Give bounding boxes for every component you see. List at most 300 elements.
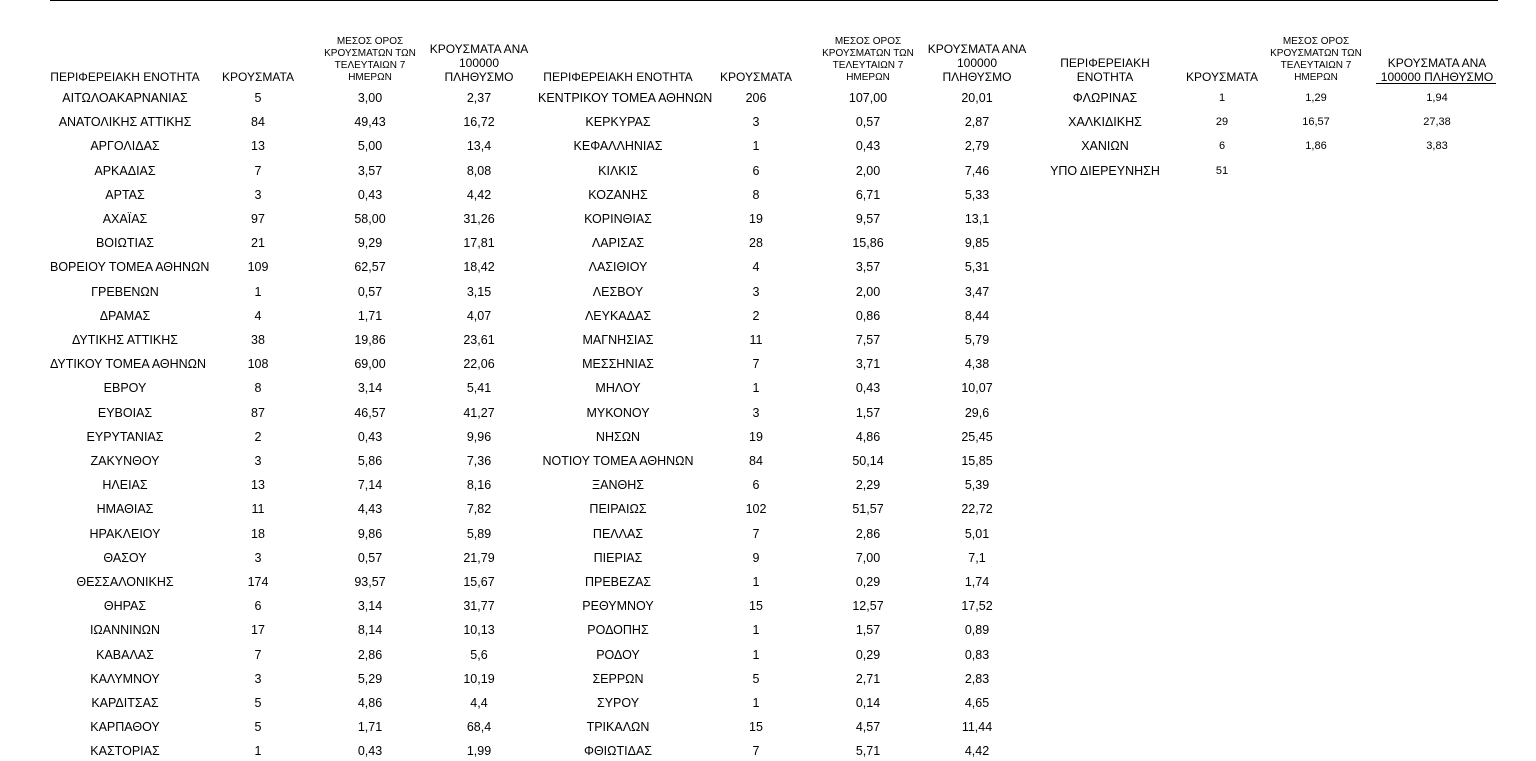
table-row (538, 451, 1038, 471)
per100k: 8,16 (466, 478, 492, 493)
cases: 6 (752, 163, 760, 178)
header-per100k: ΚΡΟΥΣΜΑΤΑ ΑΝΑ 100000 ΠΛΗΘΥΣΜΟ (927, 42, 1027, 84)
per100k: 9,85 (964, 236, 990, 251)
table-row (50, 548, 550, 568)
region-name: ΒΟΙΩΤΙΑΣ (95, 236, 155, 251)
cases: 9 (752, 550, 760, 565)
region-name: ΔΡΑΜΑΣ (99, 308, 151, 323)
cases: 3 (254, 454, 262, 468)
avg7: 2,29 (855, 478, 881, 493)
per100k: 1,99 (466, 744, 492, 759)
per100k: 5,31 (964, 260, 990, 275)
avg7: 3,57 (357, 163, 383, 178)
cases: 3 (254, 550, 262, 565)
table-row (538, 572, 1038, 592)
table-row (50, 524, 550, 544)
avg7: 2,86 (357, 647, 383, 662)
avg7: 19,86 (354, 333, 386, 347)
cases: 84 (251, 115, 265, 130)
avg7: 62,57 (354, 260, 386, 275)
region-name: ΘΗΡΑΣ (103, 599, 147, 614)
avg7: 0,43 (357, 187, 383, 202)
table-row (538, 330, 1038, 350)
header-region: ΠΕΡΙΦΕΡΕΙΑΚΗ ΕΝΟΤΗΤΑ (50, 70, 200, 84)
table-row (1040, 112, 1536, 132)
cases: 21 (251, 236, 265, 251)
header-region: ΠΕΡΙΦΕΡΕΙΑΚΗ ΕΝΟΤΗΤΑ (543, 70, 693, 84)
per100k: 17,81 (463, 236, 495, 251)
cases: 15 (749, 720, 763, 735)
region-name: ΛΑΡΙΣΑΣ (591, 236, 645, 251)
avg7: 1,86 (1305, 140, 1327, 153)
per100k: 13,1 (964, 212, 990, 226)
table-row (538, 209, 1038, 229)
cases: 19 (749, 212, 763, 226)
per100k: 3,47 (964, 284, 990, 299)
cases: 5 (254, 91, 262, 105)
cases: 7 (752, 744, 760, 759)
per100k: 22,72 (961, 502, 993, 517)
region-name: ΗΜΑΘΙΑΣ (96, 502, 154, 517)
region-name: ΥΠΟ ΔΙΕΡΕΥΝΗΣΗ (1050, 163, 1160, 178)
avg7: 5,00 (357, 139, 383, 154)
cases: 1 (752, 647, 760, 662)
per100k: 27,38 (1423, 116, 1451, 129)
avg7: 3,14 (357, 599, 383, 614)
avg7: 0,43 (855, 381, 881, 396)
table-row (538, 693, 1038, 713)
avg7: 7,57 (855, 333, 881, 347)
cases: 1 (1218, 92, 1226, 104)
header-cases: ΚΡΟΥΣΜΑΤΑ (720, 70, 792, 84)
per100k: 10,19 (463, 671, 495, 686)
table-row (1040, 88, 1536, 108)
cases: 1 (752, 623, 760, 638)
avg7: 16,57 (1302, 116, 1330, 129)
per100k: 31,77 (463, 599, 495, 614)
avg7: 7,14 (357, 478, 383, 493)
table-row (538, 717, 1038, 737)
per100k: 10,13 (463, 623, 495, 638)
per100k: 7,46 (964, 163, 990, 178)
table-row (50, 741, 550, 761)
region-name: ΔΥΤΙΚΟΥ ΤΟΜΕΑ ΑΘΗΝΩΝ (50, 357, 207, 372)
table-row (50, 161, 550, 181)
cases: 29 (1215, 116, 1229, 129)
per100k: 41,27 (463, 405, 495, 420)
region-name: ΝΗΣΩΝ (595, 429, 641, 444)
per100k: 22,06 (463, 357, 495, 372)
region-name: ΝΟΤΙΟΥ ΤΟΜΕΑ ΑΘΗΝΩΝ (542, 454, 694, 468)
cases: 4 (254, 308, 262, 323)
table-row (538, 548, 1038, 568)
cases: 5 (254, 696, 262, 710)
region-name: ΗΛΕΙΑΣ (102, 478, 148, 493)
region-name: ΠΕΛΛΑΣ (592, 526, 644, 541)
per100k: 3,15 (466, 284, 492, 299)
table-row (538, 257, 1038, 277)
table-row (538, 112, 1038, 132)
per100k: 4,38 (964, 357, 990, 372)
region-name: ΣΥΡΟΥ (596, 696, 640, 710)
avg7: 0,29 (855, 575, 881, 589)
avg7: 15,86 (852, 236, 884, 251)
region-name: ΧΑΝΙΩΝ (1081, 139, 1129, 154)
per100k: 21,79 (463, 550, 495, 565)
avg7: 3,00 (357, 91, 383, 105)
table-row (538, 185, 1038, 205)
cases: 11 (251, 502, 265, 517)
avg7: 2,00 (855, 163, 881, 178)
region-name: ΑΧΑΪΑΣ (102, 212, 148, 226)
cases: 13 (251, 139, 265, 154)
per100k: 8,44 (964, 308, 990, 323)
avg7: 1,71 (357, 720, 383, 735)
region-name: ΓΡΕΒΕΝΩΝ (91, 284, 159, 299)
table-row (50, 88, 550, 108)
top-rule (50, 0, 1498, 1)
cases: 5 (254, 720, 262, 735)
per100k: 11,44 (961, 720, 993, 735)
per100k: 5,01 (964, 526, 990, 541)
region-name: ΚΟΡΙΝΘΙΑΣ (584, 212, 652, 226)
region-name: ΣΕΡΡΩΝ (592, 671, 644, 686)
cases: 7 (254, 647, 262, 662)
per100k: 20,01 (961, 91, 993, 105)
region-name: ΠΙΕΡΙΑΣ (593, 550, 643, 565)
cases: 1 (752, 575, 760, 589)
region-name: ΚΑΣΤΟΡΙΑΣ (90, 744, 160, 759)
region-name: ΚΑΡΔΙΤΣΑΣ (91, 696, 159, 710)
avg7: 0,86 (855, 308, 881, 323)
avg7: 4,86 (855, 429, 881, 444)
region-name: ΛΕΣΒΟΥ (592, 284, 644, 299)
region-name: ΗΡΑΚΛΕΙΟΥ (89, 526, 161, 541)
table-row (50, 645, 550, 665)
region-name: ΠΡΕΒΕΖΑΣ (584, 575, 652, 589)
per100k: 13,4 (466, 139, 492, 154)
per100k: 5,79 (964, 333, 990, 347)
region-name: ΜΑΓΝΗΣΙΑΣ (582, 333, 654, 347)
per100k: 4,42 (964, 744, 990, 759)
region-name: ΑΙΤΩΛΟΑΚΑΡΝΑΝΙΑΣ (62, 91, 188, 105)
per100k: 25,45 (961, 429, 993, 444)
table-row (50, 669, 550, 689)
region-name: ΡΕΘΥΜΝΟΥ (582, 599, 654, 614)
header-per100k: ΚΡΟΥΣΜΑΤΑ ΑΝΑ 100000 ΠΛΗΘΥΣΜΟ (1380, 56, 1494, 84)
avg7: 1,57 (855, 405, 881, 420)
table-row (538, 499, 1038, 519)
table-row (50, 427, 550, 447)
table-row (538, 88, 1038, 108)
cases: 5 (752, 671, 760, 686)
avg7: 69,00 (354, 357, 386, 372)
per100k: 7,1 (968, 550, 986, 565)
region-name: ΤΡΙΚΑΛΩΝ (586, 720, 650, 735)
avg7: 0,57 (357, 550, 383, 565)
cases: 6 (254, 599, 262, 614)
header-cases: ΚΡΟΥΣΜΑΤΑ (1186, 70, 1258, 84)
cases: 4 (752, 260, 760, 275)
header-avg7: ΜΕΣΟΣ ΟΡΟΣ ΚΡΟΥΣΜΑΤΩΝ ΤΩΝ ΤΕΛΕΥΤΑΙΩΝ 7 ΗΜΕΡΩΝ (324, 36, 416, 83)
table-row (50, 451, 550, 471)
cases: 8 (752, 187, 760, 202)
cases: 6 (752, 478, 760, 493)
table-row (50, 475, 550, 495)
cases: 19 (749, 429, 763, 444)
table-row (538, 354, 1038, 374)
table-row (538, 161, 1038, 181)
avg7: 49,43 (354, 115, 386, 130)
region-name: ΦΘΙΩΤΙΔΑΣ (583, 744, 653, 759)
cases: 3 (752, 405, 760, 420)
avg7: 5,86 (357, 454, 383, 468)
per100k: 29,6 (964, 405, 990, 420)
cases: 3 (254, 187, 262, 202)
table-row (50, 499, 550, 519)
cases: 8 (254, 381, 262, 396)
per100k: 4,4 (470, 696, 488, 710)
region-name: ΜΗΛΟΥ (595, 381, 641, 396)
per100k: 9,96 (466, 429, 492, 444)
cases: 28 (749, 236, 763, 251)
cases: 87 (251, 405, 265, 420)
per100k: 2,37 (466, 91, 492, 105)
region-name: ΚΕΡΚΥΡΑΣ (585, 115, 651, 130)
region-name: ΑΡΚΑΔΙΑΣ (94, 163, 156, 178)
cases: 1 (254, 744, 262, 759)
avg7: 3,14 (357, 381, 383, 396)
avg7: 0,57 (357, 284, 383, 299)
per100k: 8,08 (466, 163, 492, 178)
cases: 97 (251, 212, 265, 226)
avg7: 7,00 (855, 550, 881, 565)
avg7: 9,57 (855, 212, 881, 226)
avg7: 107,00 (848, 91, 888, 105)
region-name: ΛΕΥΚΑΔΑΣ (584, 308, 652, 323)
table-row (50, 378, 550, 398)
avg7: 0,43 (855, 139, 881, 154)
cases: 2 (752, 308, 760, 323)
region-name: ΔΥΤΙΚΗΣ ΑΤΤΙΚΗΣ (72, 333, 178, 347)
region-name: ΙΩΑΝΝΙΝΩΝ (89, 623, 161, 638)
per100k: 5,39 (964, 478, 990, 493)
table-row (50, 257, 550, 277)
region-name: ΧΑΛΚΙΔΙΚΗΣ (1068, 115, 1142, 130)
table-row (50, 620, 550, 640)
table-row (538, 596, 1038, 616)
cases: 1 (254, 284, 262, 299)
per100k: 68,4 (466, 720, 492, 735)
table-row (50, 693, 550, 713)
table-row (538, 378, 1038, 398)
cases: 3 (752, 284, 760, 299)
region-name: ΑΡΓΟΛΙΔΑΣ (90, 139, 160, 154)
per100k: 5,33 (964, 187, 990, 202)
per100k: 17,52 (961, 599, 993, 614)
cases: 51 (1215, 164, 1229, 177)
per100k: 4,65 (964, 696, 990, 710)
header-region: ΠΕΡΙΦΕΡΕΙΑΚΗ ΕΝΟΤΗΤΑ (1060, 56, 1150, 84)
cases: 3 (254, 671, 262, 686)
per100k: 23,61 (463, 333, 495, 347)
cases: 7 (752, 526, 760, 541)
region-name: ΑΡΤΑΣ (105, 187, 145, 202)
region-name: ΖΑΚΥΝΘΟΥ (90, 454, 160, 468)
avg7: 12,57 (852, 599, 884, 614)
cases: 6 (1218, 140, 1226, 153)
region-name: ΕΒΡΟΥ (103, 381, 147, 396)
avg7: 58,00 (354, 212, 386, 226)
avg7: 2,86 (855, 526, 881, 541)
per100k: 5,6 (470, 647, 488, 662)
table-row (538, 524, 1038, 544)
cases: 84 (749, 454, 763, 468)
avg7: 1,57 (855, 623, 881, 638)
cases: 3 (752, 115, 760, 130)
per100k: 2,83 (964, 671, 990, 686)
table-row (538, 282, 1038, 302)
table-row (50, 354, 550, 374)
per100k: 15,85 (961, 454, 993, 468)
per100k: 3,83 (1426, 140, 1448, 153)
region-name: ΚΑΡΠΑΘΟΥ (90, 720, 160, 735)
avg7: 50,14 (852, 454, 884, 468)
avg7: 0,43 (357, 429, 383, 444)
avg7: 5,71 (855, 744, 881, 759)
region-name: ΑΝΑΤΟΛΙΚΗΣ ΑΤΤΙΚΗΣ (58, 115, 192, 130)
table-row (538, 475, 1038, 495)
region-name: ΜΕΣΣΗΝΙΑΣ (582, 357, 654, 372)
per100k: 2,87 (964, 115, 990, 130)
per100k: 2,79 (964, 139, 990, 154)
avg7: 8,14 (357, 623, 383, 638)
avg7: 1,71 (357, 308, 383, 323)
table-row (50, 282, 550, 302)
avg7: 4,86 (357, 696, 383, 710)
table-row (538, 741, 1038, 761)
header-per100k: ΚΡΟΥΣΜΑΤΑ ΑΝΑ 100000 ΠΛΗΘΥΣΜΟ (429, 42, 529, 84)
region-name: ΚΑΛΥΜΝΟΥ (90, 671, 160, 686)
cases: 15 (749, 599, 763, 614)
table-row (50, 112, 550, 132)
cases: 13 (251, 478, 265, 493)
avg7: 0,43 (357, 744, 383, 759)
table-row (538, 427, 1038, 447)
table-row (50, 330, 550, 350)
header-cases: ΚΡΟΥΣΜΑΤΑ (222, 70, 294, 84)
table-row (538, 645, 1038, 665)
table-row (538, 233, 1038, 253)
cases: 102 (745, 502, 767, 517)
table-row (538, 136, 1038, 156)
table-row (538, 620, 1038, 640)
avg7: 0,29 (855, 647, 881, 662)
per100k: 16,72 (463, 115, 495, 130)
region-name: ΚΟΖΑΝΗΣ (588, 187, 648, 202)
cases: 2 (254, 429, 262, 444)
table-row (50, 185, 550, 205)
per100k: 7,82 (466, 502, 492, 517)
per100k: 0,89 (964, 623, 990, 638)
avg7: 9,29 (357, 236, 383, 251)
per100k: 31,26 (463, 212, 495, 226)
region-name: ΞΑΝΘΗΣ (592, 478, 644, 493)
per100k: 1,94 (1426, 92, 1448, 104)
table-row (50, 136, 550, 156)
region-name: ΦΛΩΡΙΝΑΣ (1072, 91, 1138, 105)
table-row (50, 233, 550, 253)
region-name: ΘΕΣΣΑΛΟΝΙΚΗΣ (76, 575, 174, 589)
region-name: ΡΟΔΟΥ (596, 647, 640, 662)
avg7: 4,43 (357, 502, 383, 517)
region-name: ΠΕΙΡΑΙΩΣ (589, 502, 647, 517)
header-avg7: ΜΕΣΟΣ ΟΡΟΣ ΚΡΟΥΣΜΑΤΩΝ ΤΩΝ ΤΕΛΕΥΤΑΙΩΝ 7 ΗΜΕΡΩΝ (822, 36, 914, 83)
per100k: 18,42 (463, 260, 495, 275)
avg7: 5,29 (357, 671, 383, 686)
table-row (50, 209, 550, 229)
table-row (1040, 161, 1536, 181)
cases: 7 (254, 163, 262, 178)
avg7: 9,86 (357, 526, 383, 541)
header-underline (1376, 83, 1496, 84)
avg7: 1,29 (1305, 92, 1327, 104)
cases: 1 (752, 381, 760, 396)
region-name: ΘΑΣΟΥ (103, 550, 147, 565)
region-name: ΕΥΡΥΤΑΝΙΑΣ (86, 429, 164, 444)
avg7: 93,57 (354, 575, 386, 589)
region-name: ΒΟΡΕΙΟΥ ΤΟΜΕΑ ΑΘΗΝΩΝ (50, 260, 210, 275)
per100k: 10,07 (961, 381, 993, 396)
avg7: 3,71 (855, 357, 881, 372)
cases: 17 (251, 623, 265, 638)
avg7: 51,57 (852, 502, 884, 517)
cases: 38 (251, 333, 265, 347)
header-avg7: ΜΕΣΟΣ ΟΡΟΣ ΚΡΟΥΣΜΑΤΩΝ ΤΩΝ ΤΕΛΕΥΤΑΙΩΝ 7 ΗΜΕΡΩΝ (1270, 36, 1362, 83)
region-name: ΡΟΔΟΠΗΣ (587, 623, 649, 638)
cases: 11 (749, 333, 763, 347)
region-name: ΛΑΣΙΘΙΟΥ (588, 260, 648, 275)
region-name: ΜΥΚΟΝΟΥ (586, 405, 650, 420)
per100k: 15,67 (463, 575, 495, 589)
cases: 109 (247, 260, 269, 275)
region-name: ΚΑΒΑΛΑΣ (96, 647, 154, 662)
region-name: ΚΕΝΤΡΙΚΟΥ ΤΟΜΕΑ ΑΘΗΝΩΝ (538, 91, 713, 105)
avg7: 2,00 (855, 284, 881, 299)
avg7: 0,57 (855, 115, 881, 130)
per100k: 1,74 (964, 575, 990, 589)
table-row (538, 306, 1038, 326)
avg7: 46,57 (354, 405, 386, 420)
table-row (50, 596, 550, 616)
region-name: ΚΕΦΑΛΛΗΝΙΑΣ (573, 139, 663, 154)
cases: 206 (745, 91, 767, 105)
table-row (50, 717, 550, 737)
table-row (538, 403, 1038, 423)
table-row (50, 572, 550, 592)
cases: 7 (752, 357, 760, 372)
per100k: 0,83 (964, 647, 990, 662)
avg7: 3,57 (855, 260, 881, 275)
per100k: 4,42 (466, 187, 492, 202)
region-name: ΕΥΒΟΙΑΣ (97, 405, 153, 420)
table-row (538, 669, 1038, 689)
avg7: 6,71 (855, 187, 881, 202)
avg7: 0,14 (855, 696, 881, 710)
per100k: 4,07 (466, 308, 492, 323)
table-row (50, 403, 550, 423)
per100k: 5,41 (466, 381, 492, 396)
